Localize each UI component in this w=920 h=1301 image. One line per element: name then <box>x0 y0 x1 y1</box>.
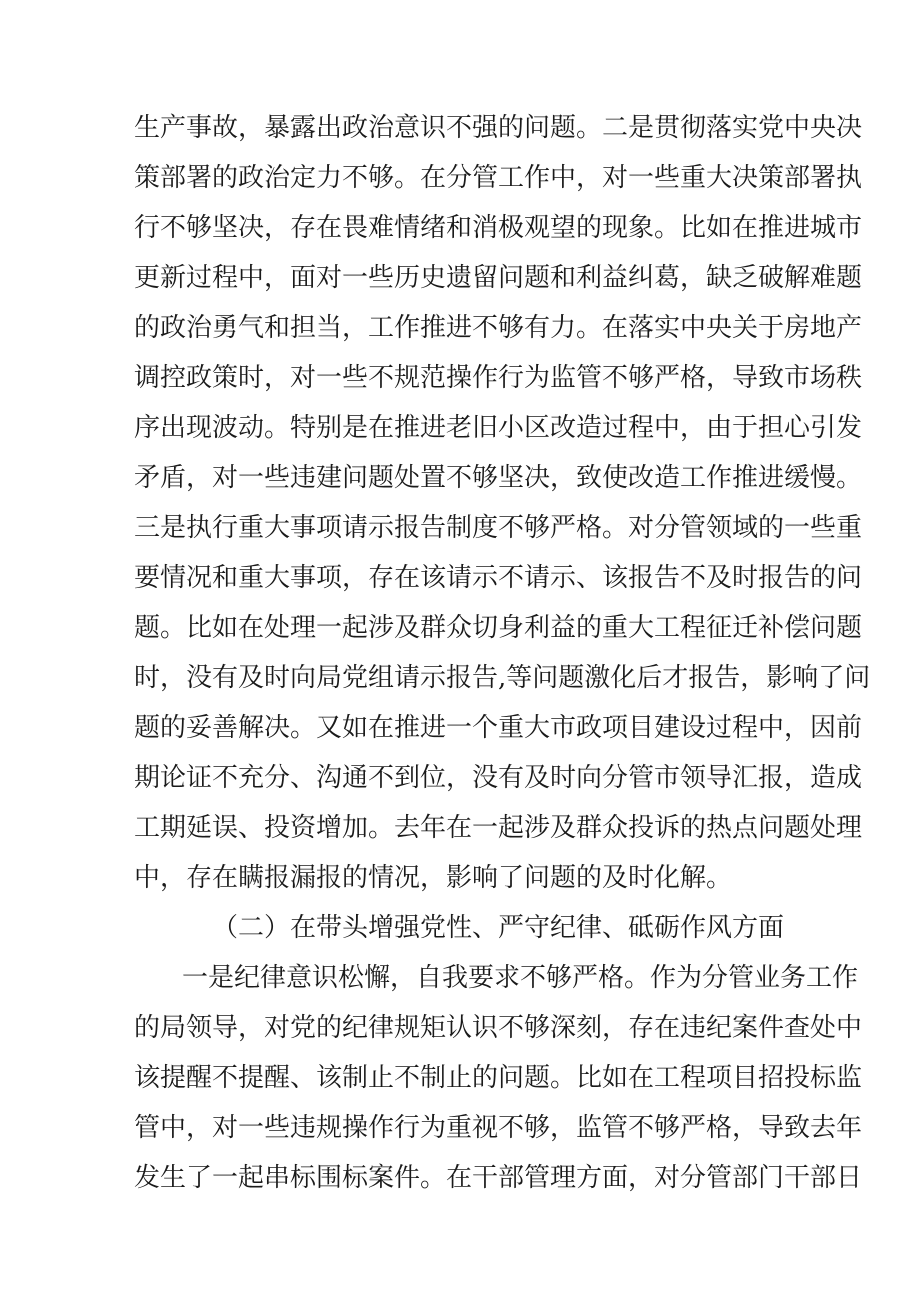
body-text-line: 题。比如在处理一起涉及群众切身利益的重大工程征迁补偿问题 <box>134 613 863 643</box>
section-heading: （二）在带头增强党性、严守纪律、砥砺作风方面 <box>212 913 785 943</box>
body-text-line: 一是纪律意识松懈，自我要求不够严格。作为分管业务工作 <box>182 963 859 993</box>
body-text-line: 该提醒不提醒、该制止不制止的问题。比如在工程项目招投标监 <box>134 1063 863 1093</box>
body-text-line: 的政治勇气和担当，工作推进不够有力。在落实中央关于房地产 <box>134 313 863 343</box>
body-text-line: 生产事故，暴露出政治意识不强的问题。二是贯彻落实党中央决 <box>134 113 863 143</box>
body-text-line: 题的妥善解决。又如在推进一个重大市政项目建设过程中，因前 <box>134 713 863 743</box>
body-text-line: 序出现波动。特别是在推进老旧小区改造过程中，由于担心引发 <box>134 413 863 443</box>
body-text-line: 三是执行重大事项请示报告制度不够严格。对分管领域的一些重 <box>134 513 863 543</box>
body-text-line: 调控政策时，对一些不规范操作行为监管不够严格，导致市场秩 <box>134 363 863 393</box>
body-text-line: 行不够坚决，存在畏难情绪和消极观望的现象。比如在推进城市 <box>134 213 863 243</box>
body-text-line: 策部署的政治定力不够。在分管工作中，对一些重大决策部署执 <box>134 163 863 193</box>
body-text-line: 中，存在瞒报漏报的情况，影响了问题的及时化解。 <box>134 863 733 893</box>
body-text-line: 时，没有及时向局党组请示报告,等问题激化后才报告，影响了问 <box>134 663 871 693</box>
body-text-line: 矛盾，对一些违建问题处置不够坚决，致使改造工作推进缓慢。 <box>134 463 863 493</box>
body-text-line: 的局领导，对党的纪律规矩认识不够深刻，存在违纪案件查处中 <box>134 1013 863 1043</box>
body-text-line: 管中，对一些违规操作行为重视不够，监管不够严格，导致去年 <box>134 1113 863 1143</box>
body-text-line: 期论证不充分、沟通不到位，没有及时向分管市领导汇报，造成 <box>134 763 863 793</box>
body-text-line: 要情况和重大事项，存在该请示不请示、该报告不及时报告的问 <box>134 563 863 593</box>
body-text-line: 更新过程中，面对一些历史遗留问题和利益纠葛，缺乏破解难题 <box>134 263 863 293</box>
body-text-line: 工期延误、投资增加。去年在一起涉及群众投诉的热点问题处理 <box>134 813 863 843</box>
body-text-line: 发生了一起串标围标案件。在干部管理方面，对分管部门干部日 <box>134 1163 863 1193</box>
